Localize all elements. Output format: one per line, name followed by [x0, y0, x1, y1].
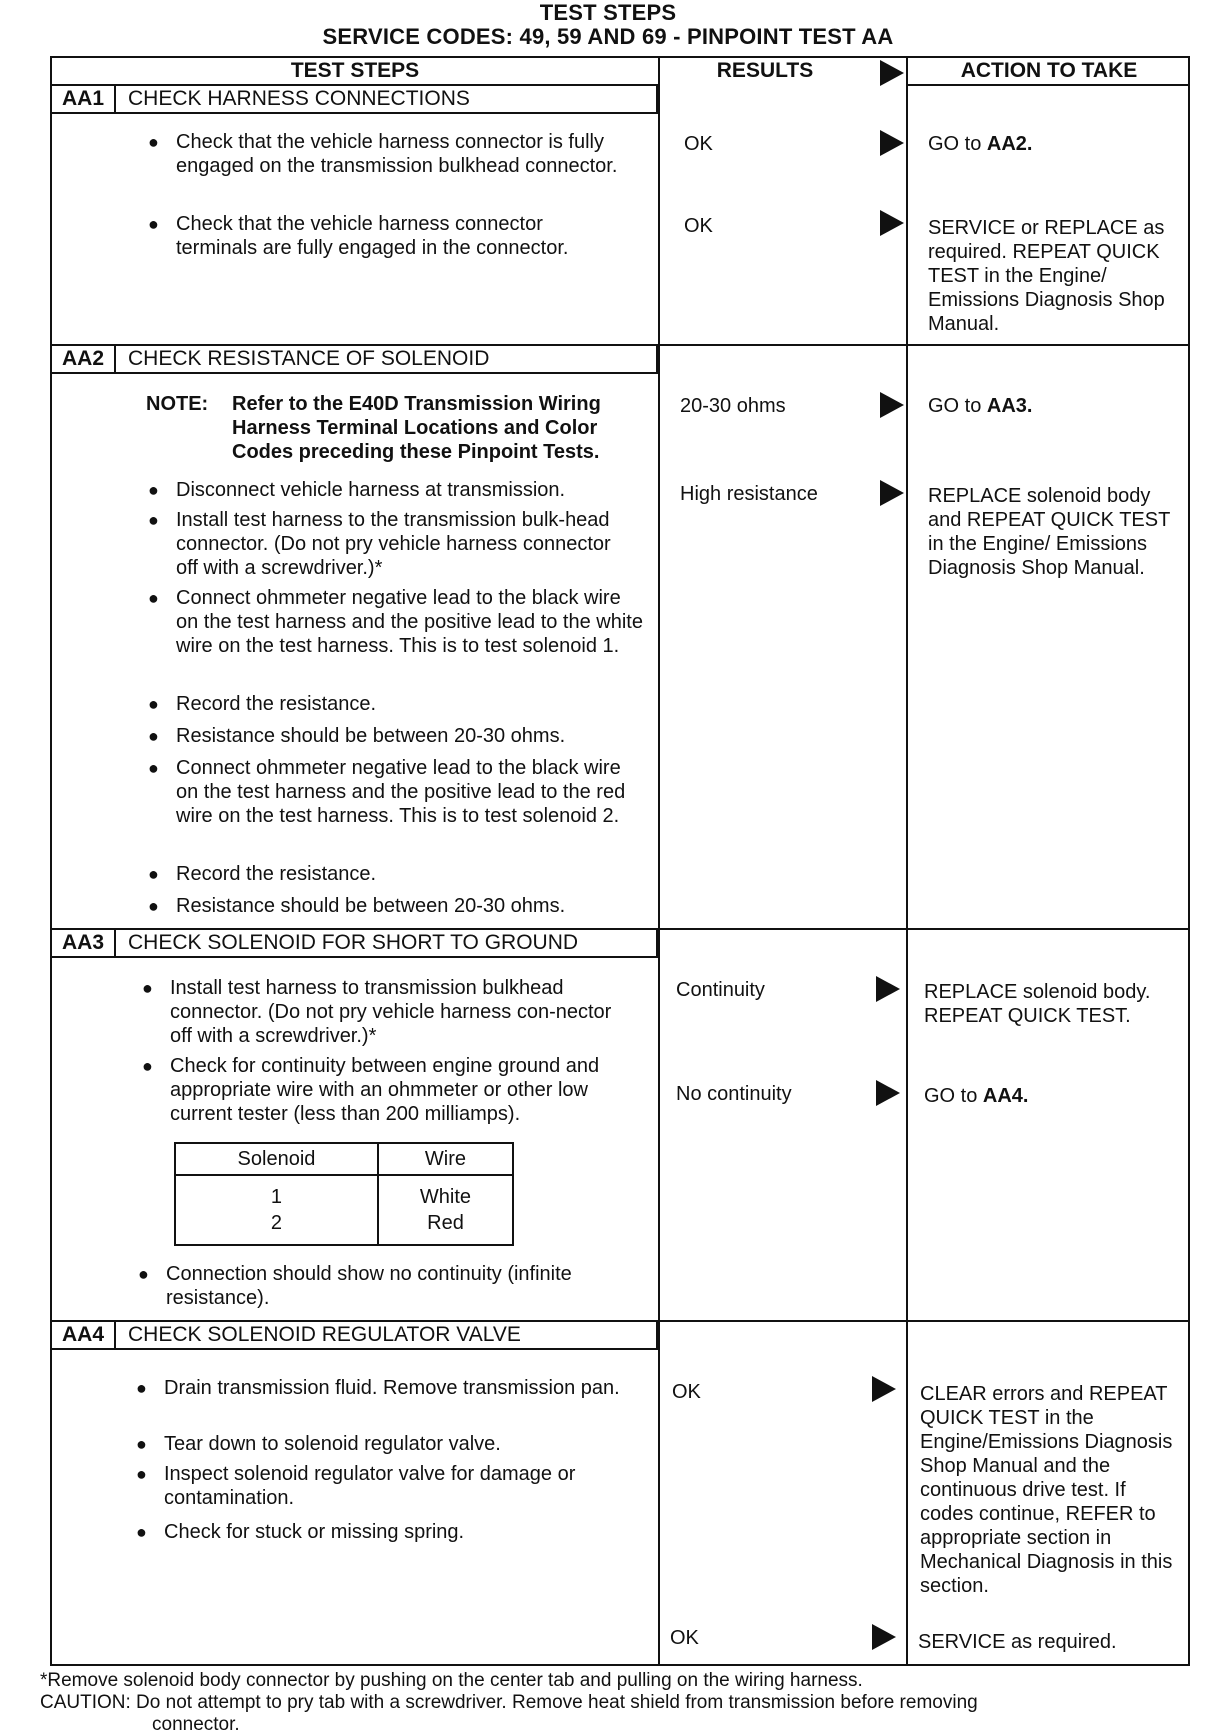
arrow-right-icon: [880, 130, 904, 156]
arrow-right-icon: [876, 1080, 900, 1106]
list-item: ● Check that the vehicle harness connector is fully engaged on the transmission bulkhead connector.: [148, 131, 618, 177]
step-code: AA3: [52, 930, 116, 956]
list-item: ● Install test harness to transmission bulkhead connector. (Do not pry vehicle harness con-nector off with a screwdriver.)*: [142, 977, 612, 1047]
list-item: ● Check for continuity between engine ground and appropriate wire with an ohmmeter or other low current tester (less than 200 milliamps).: [142, 1055, 600, 1125]
step-title: CHECK HARNESS CONNECTIONS: [128, 87, 470, 110]
column-header-results: RESULTS: [716, 59, 814, 82]
header-arrow-icon: [880, 60, 904, 86]
action-text: GO to AA4.: [924, 1085, 1029, 1107]
table-cell: White Red: [378, 1175, 513, 1245]
result-value: No continuity: [676, 1083, 792, 1105]
step-code: AA4: [52, 1322, 116, 1348]
step-header-aa2: [50, 344, 658, 374]
header-underline-action: [906, 84, 1190, 86]
table-cell: 1 2: [175, 1175, 378, 1245]
action-text: REPLACE solenoid body and REPEAT QUICK TEST in the Engine/ Emissions Diagnosis Shop Manual.: [928, 485, 1170, 579]
column-divider-results: [658, 56, 660, 1666]
page-subtitle: SERVICE CODES: 49, 59 AND 69 - PINPOINT TEST AA: [322, 24, 894, 49]
list-item: ● Resistance should be between 20-30 ohms.: [148, 895, 566, 917]
result-value: OK: [684, 133, 713, 155]
step-code: AA2: [52, 346, 116, 372]
list-item: ● Disconnect vehicle harness at transmission.: [148, 479, 566, 501]
arrow-right-icon: [872, 1624, 896, 1650]
note-text: Refer to the E40D Transmission Wiring Harness Terminal Locations and Color Codes preceding these Pinpoint Tests.: [232, 393, 601, 463]
result-value: OK: [672, 1381, 701, 1403]
result-value: High resistance: [680, 483, 818, 505]
column-divider-action: [906, 56, 908, 1666]
arrow-right-icon: [880, 392, 904, 418]
result-value: Continuity: [676, 979, 765, 1001]
list-item: ● Connection should show no continuity (infinite resistance).: [138, 1263, 572, 1309]
footnote-caution: CAUTION: Do not attempt to pry tab with a screwdriver. Remove heat shield from transmission before removing: [40, 1692, 978, 1713]
list-item: ● Drain transmission fluid. Remove transmission pan.: [136, 1377, 620, 1399]
action-text: SERVICE as required.: [918, 1631, 1117, 1653]
list-item: ● Inspect solenoid regulator valve for damage or contamination.: [136, 1463, 576, 1509]
note-label: NOTE:: [146, 393, 209, 415]
arrow-right-icon: [872, 1376, 896, 1402]
action-text: GO to AA2.: [928, 133, 1033, 155]
action-text: CLEAR errors and REPEAT QUICK TEST in the Engine/Emissions Diagnosis Shop Manual and the continuous drive test. If codes continue, REFER to appropriate section in Mechanical Diagnosis in this section.: [920, 1383, 1173, 1597]
action-text: GO to AA3.: [928, 395, 1033, 417]
list-item: ● Record the resistance.: [148, 693, 377, 715]
footnote-caution-cont: connector.: [152, 1714, 240, 1735]
step-header-aa4: [50, 1320, 658, 1350]
table-header: Wire: [378, 1143, 513, 1175]
step-title: CHECK RESISTANCE OF SOLENOID: [128, 347, 490, 370]
step-header-aa3: [50, 928, 658, 958]
footnote-asterisk: *Remove solenoid body connector by pushing on the center tab and pulling on the wiring harness.: [40, 1670, 863, 1691]
list-item: ● Install test harness to the transmission bulk-head connector. (Do not pry vehicle harness connector off with a screwdriver.)*: [148, 509, 611, 579]
table-header: Solenoid: [175, 1143, 378, 1175]
action-text: REPLACE solenoid body. REPEAT QUICK TEST.: [924, 981, 1151, 1027]
list-item: ● Tear down to solenoid regulator valve.: [136, 1433, 501, 1455]
list-item: ● Connect ohmmeter negative lead to the black wire on the test harness and the positive lead to the red wire on the test harness. This is to test solenoid 2.: [148, 757, 626, 827]
result-value: 20-30 ohms: [680, 395, 786, 417]
result-value: OK: [670, 1627, 699, 1649]
step-title: CHECK SOLENOID REGULATOR VALVE: [128, 1323, 521, 1346]
page-title: TEST STEPS: [539, 0, 677, 25]
step-header-aa1: [50, 84, 658, 114]
arrow-right-icon: [880, 480, 904, 506]
list-item: ● Check for stuck or missing spring.: [136, 1521, 465, 1543]
list-item: ● Connect ohmmeter negative lead to the black wire on the test harness and the positive lead to the white wire on the test harness. This is to test solenoid 1.: [148, 587, 643, 657]
action-text: SERVICE or REPLACE as required. REPEAT QUICK TEST in the Engine/ Emissions Diagnosis Shop Manual.: [928, 217, 1165, 335]
arrow-right-icon: [880, 210, 904, 236]
list-item: ● Check that the vehicle harness connector terminals are fully engaged in the connector.: [148, 213, 569, 259]
result-value: OK: [684, 215, 713, 237]
step-code: AA1: [52, 86, 116, 112]
column-header-action: ACTION TO TAKE: [960, 59, 1138, 82]
list-item: ● Resistance should be between 20-30 ohms.: [148, 725, 566, 747]
list-item: ● Record the resistance.: [148, 863, 377, 885]
column-header-test-steps: TEST STEPS: [290, 59, 420, 82]
arrow-right-icon: [876, 976, 900, 1002]
solenoid-wire-table: [174, 1142, 514, 1246]
step-title: CHECK SOLENOID FOR SHORT TO GROUND: [128, 931, 579, 954]
